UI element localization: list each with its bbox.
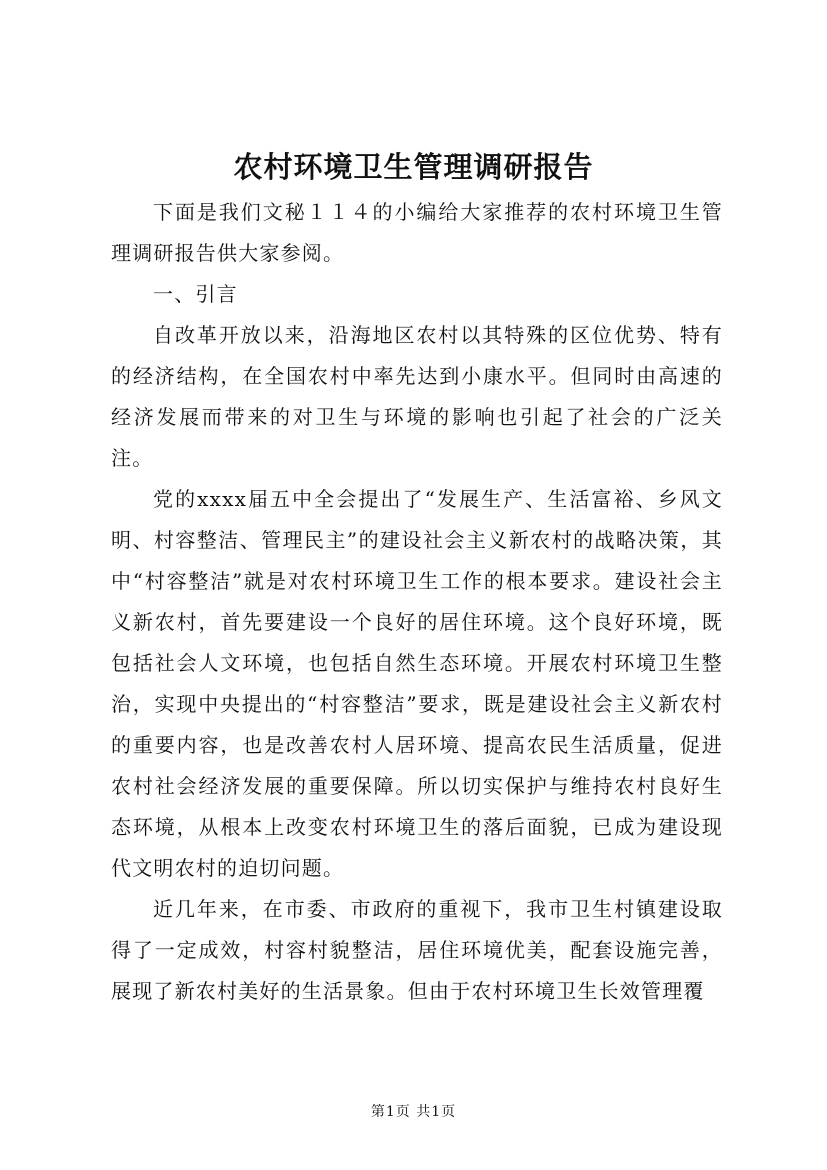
paragraph-reform: 自改革开放以来，沿海地区农村以其特殊的区位优势、特有的经济结构，在全国农村中率先达到小康水平。但同时由高速的经济发展而带来的对卫生与环境的影响也引起了社会的广泛关注。 — [111, 323, 723, 470]
paragraph-recent-years: 近几年来，在市委、市政府的重视下，我市卫生村镇建设取得了一定成效，村容村貌整洁，居住环境优美，配套设施完善，展现了新农村美好的生活景象。但由于农村环境卫生长效管理覆 — [111, 897, 723, 1003]
paragraph-party-plenum: 党的xxxx届五中全会提出了“发展生产、生活富裕、乡风文明、村容整洁、管理民主”的建设社会主义新农村的战略决策，其中“村容整洁”就是对农村环境卫生工作的根本要求。建设社会主义新农村，首先要建设一个良好的居住环境。这个良好环境，既包括社会人文环境，也包括自然生态环境。开展农村环境卫生整治，实现中央提出的“村容整洁”要求，既是建设社会主义新农村的重要内容，也是改善农村人居环境、提高农民生活质量，促进农村社会经济发展的重要保障。所以切实保护与维持农村良好生态环境，从根本上改变农村环境卫生的落后面貌，已成为建设现代文明农村的迫切问题。 — [111, 487, 723, 880]
page-footer: 第1页 共1页 — [370, 1104, 457, 1120]
paragraph-intro: 下面是我们文秘１１４的小编给大家推荐的农村环境卫生管理调研报告供大家参阅。 — [111, 200, 723, 265]
document-title: 农村环境卫生管理调研报告 — [233, 150, 594, 184]
section-heading-introduction: 一、引言 — [153, 282, 238, 306]
document-body — [111, 192, 723, 1012]
